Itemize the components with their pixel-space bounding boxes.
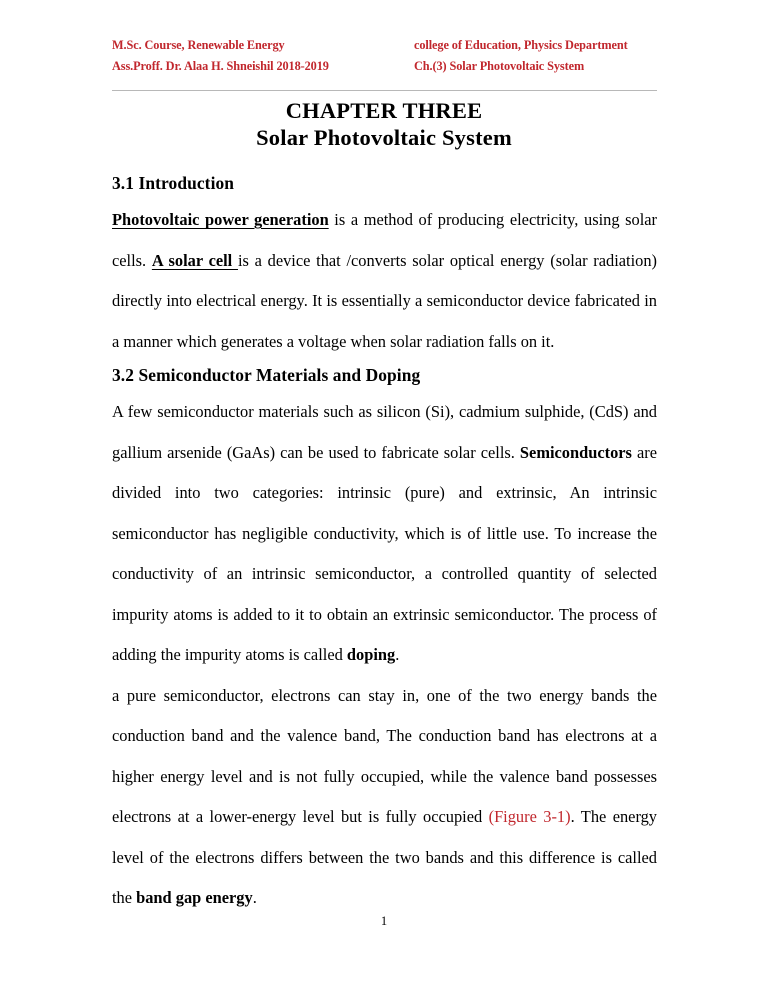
paragraph-introduction [112, 200, 657, 362]
document-header [112, 38, 657, 80]
term-band-gap-energy: band gap energy [136, 888, 253, 908]
term-doping: doping [346, 645, 396, 665]
semiconductor-text-1: A few semiconductor materials such as silicon (Si), cadmium sulphide, (CdS) and gallium arsenide (GaAs) can be used to fabricate solar cells. [112, 402, 657, 462]
paragraph-energy-bands [112, 676, 657, 919]
header-instructor-label: Ass.Proff. Dr. Alaa H. Shneishil 2018-2019 [112, 59, 329, 73]
header-row-2 [112, 59, 657, 74]
section-heading-3-2: 3.2 Semiconductor Materials and Doping [112, 365, 421, 386]
header-row-1 [112, 38, 657, 53]
energy-bands-text-3: . [252, 888, 257, 908]
paragraph-semiconductor-materials [112, 392, 657, 676]
semiconductor-text-2: are divided into two categories: intrinsic (pure) and extrinsic, An intrinsic semiconductor has negligible conductivity, which is of little use. To increase the conductivity of an intrinsic semiconductor, a controlled quantity of selected impurity atoms is added to it to obtain an extrinsic semiconductor. The process of adding the impurity atoms is called [112, 442, 657, 665]
page-number: 1 [380, 914, 388, 928]
term-a-solar-cell: A solar cell [151, 250, 238, 270]
intro-text-2: is a device that /converts solar optical energy (solar radiation) directly into electrical energy. It is essentially a semiconductor device fabricated in a manner which generates a voltage when solar radiation falls on it. [112, 250, 657, 351]
header-divider-rule [112, 90, 657, 91]
intro-text-1: is a method of producing electricity, using solar cells. [112, 210, 657, 270]
term-photovoltaic-power-generation: Photovoltaic power generation [112, 210, 329, 230]
energy-bands-text-2: . The energy level of the electrons differs between the two bands and this difference is called the [112, 807, 658, 908]
energy-bands-text-1: a pure semiconductor, electrons can stay in, one of the two energy bands the conduction band and the valence band, The conduction band has electrons at a higher energy level and is not fully occupied, while the valence band possesses electrons at a lower-energy level but is fully occupied [112, 685, 657, 827]
chapter-subtitle: Solar Photovoltaic System [256, 125, 512, 150]
header-college-label: college of Education, Physics Department [414, 38, 628, 52]
header-chapter-label: Ch.(3) Solar Photovoltaic System [414, 59, 585, 73]
chapter-title: CHAPTER THREE [285, 98, 483, 123]
section-heading-3-1: 3.1 Introduction [112, 173, 235, 193]
header-course-label: M.Sc. Course, Renewable Energy [112, 38, 285, 52]
document-body [112, 170, 657, 919]
term-semiconductors: Semiconductors [519, 442, 632, 462]
semiconductor-text-3: . [395, 645, 400, 665]
figure-reference-3-1: (Figure 3-1) [488, 807, 571, 827]
